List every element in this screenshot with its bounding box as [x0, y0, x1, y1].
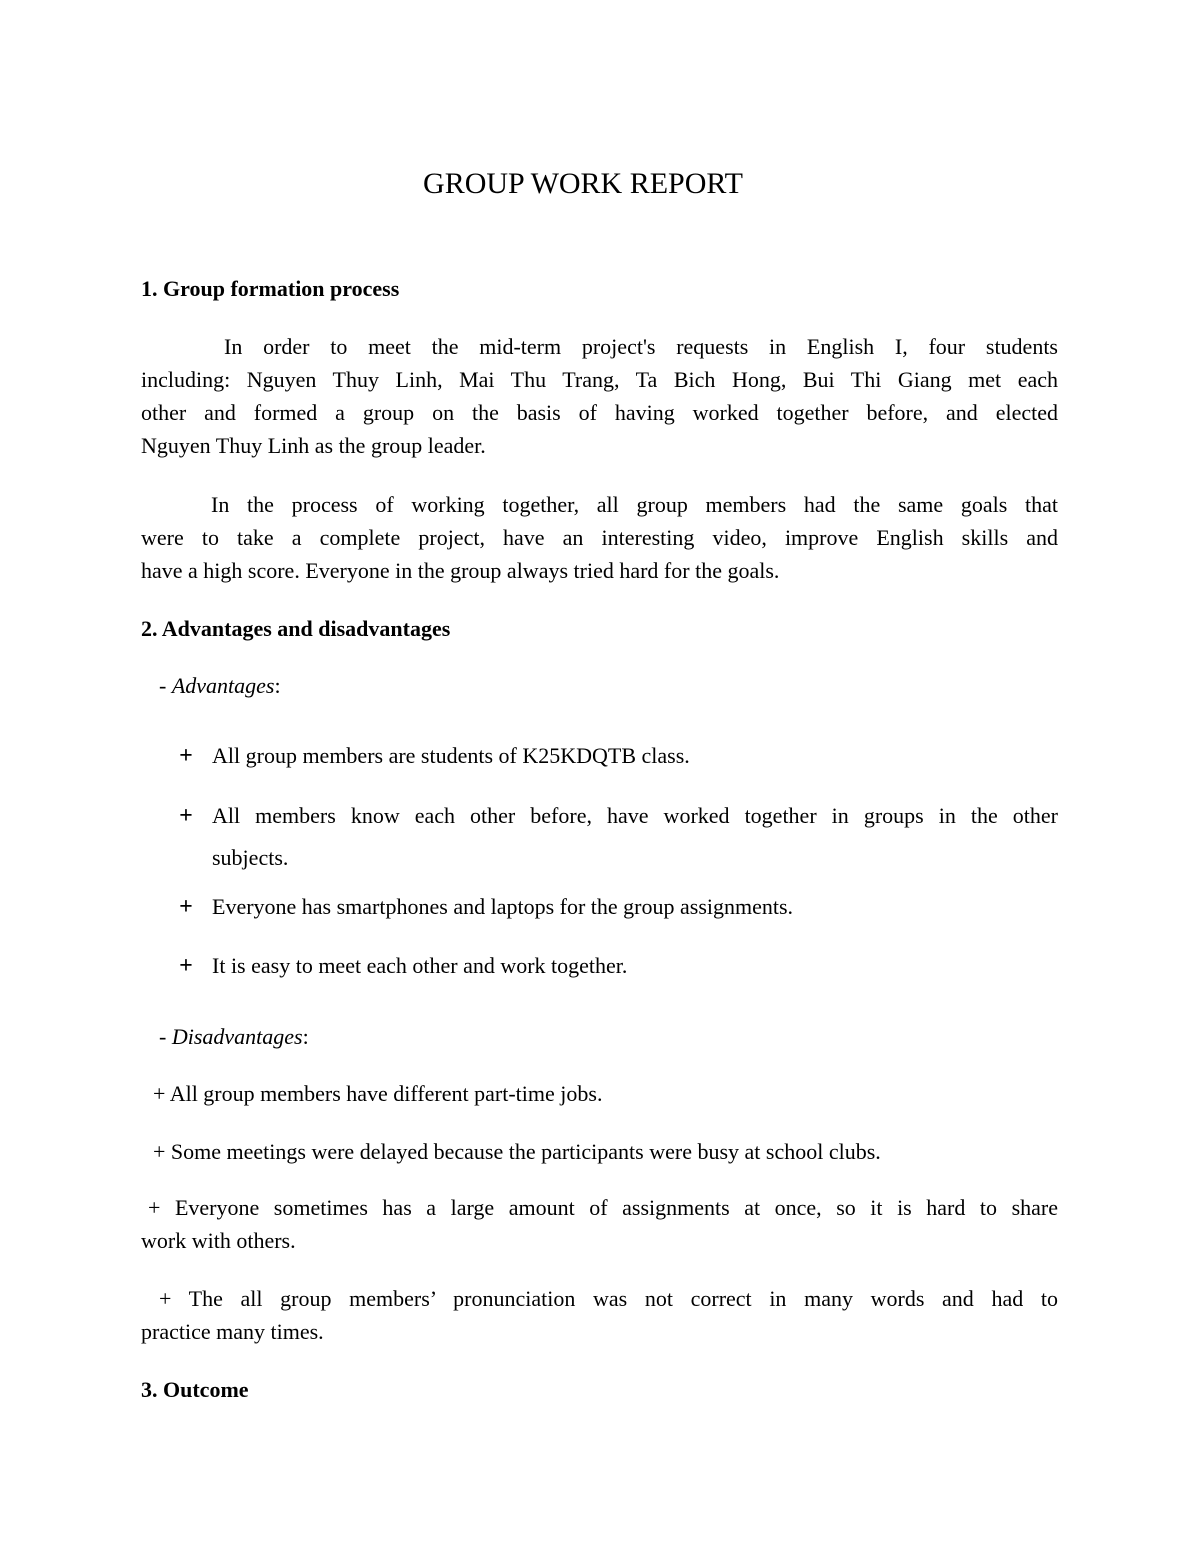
plus-bullet-icon: +	[179, 743, 193, 769]
section-1-paragraph-2	[141, 488, 1058, 587]
advantages-dash: -	[159, 673, 172, 698]
advantage-line: Everyone has smartphones and laptops for the group assignments.	[212, 894, 794, 919]
disadvantage-line: work with others.	[141, 1228, 296, 1253]
advantage-text	[212, 952, 1058, 980]
section-3-heading: 3. Outcome	[141, 1377, 249, 1402]
disadvantages-subheading	[159, 1023, 309, 1051]
paragraph-line: were to take a complete project, have an interesting video, improve English skills and	[141, 525, 1058, 550]
disadvantage-line: + Some meetings were delayed because the participants were busy at school clubs.	[153, 1139, 881, 1164]
advantage-text	[212, 795, 1058, 879]
disadvantages-colon: :	[302, 1024, 309, 1049]
disadvantage-item	[153, 1077, 602, 1110]
advantage-line: All members know each other before, have worked together in groups in the other	[212, 803, 1058, 828]
advantage-line: All group members are students of K25KDQTB class.	[212, 743, 690, 768]
plus-bullet-icon: +	[179, 953, 193, 979]
paragraph-line: In the process of working together, all group members had the same goals that	[211, 492, 1058, 517]
disadvantage-line: + All group members have different part-time jobs.	[153, 1081, 603, 1106]
paragraph-line: other and formed a group on the basis of having worked together before, and elected	[141, 400, 1058, 425]
disadvantage-line: practice many times.	[141, 1319, 324, 1344]
disadvantages-label: Disadvantages	[171, 1024, 303, 1049]
disadvantage-line: + Everyone sometimes has a large amount of assignments at once, so it is hard to share	[148, 1195, 1058, 1220]
advantages-colon: :	[274, 673, 281, 698]
paragraph-line: have a high score. Everyone in the group always tried hard for the goals.	[141, 558, 780, 583]
paragraph-line: In order to meet the mid-term project's requests in English I, four students	[224, 334, 1058, 359]
advantage-text	[212, 742, 1058, 770]
disadvantage-item	[141, 1282, 1058, 1348]
section-1-heading: 1. Group formation process	[141, 276, 400, 301]
document-title: GROUP WORK REPORT	[423, 167, 743, 200]
advantages-label: Advantages	[171, 673, 275, 698]
disadvantage-item	[141, 1191, 1058, 1257]
plus-bullet-icon: +	[179, 803, 193, 829]
advantage-line: It is easy to meet each other and work together.	[212, 953, 628, 978]
advantage-line: subjects.	[212, 845, 289, 870]
disadvantage-item	[153, 1135, 881, 1168]
disadvantage-line: + The all group members’ pronunciation was not correct in many words and had to	[159, 1286, 1058, 1311]
paragraph-line: including: Nguyen Thuy Linh, Mai Thu Trang, Ta Bich Hong, Bui Thi Giang met each	[141, 367, 1058, 392]
disadvantages-dash: -	[159, 1024, 172, 1049]
advantages-subheading	[159, 672, 281, 700]
section-2-heading: 2. Advantages and disadvantages	[141, 616, 451, 641]
advantage-text	[212, 893, 1058, 921]
paragraph-line: Nguyen Thuy Linh as the group leader.	[141, 433, 486, 458]
plus-bullet-icon: +	[179, 894, 193, 920]
section-1-paragraph-1	[141, 330, 1058, 462]
